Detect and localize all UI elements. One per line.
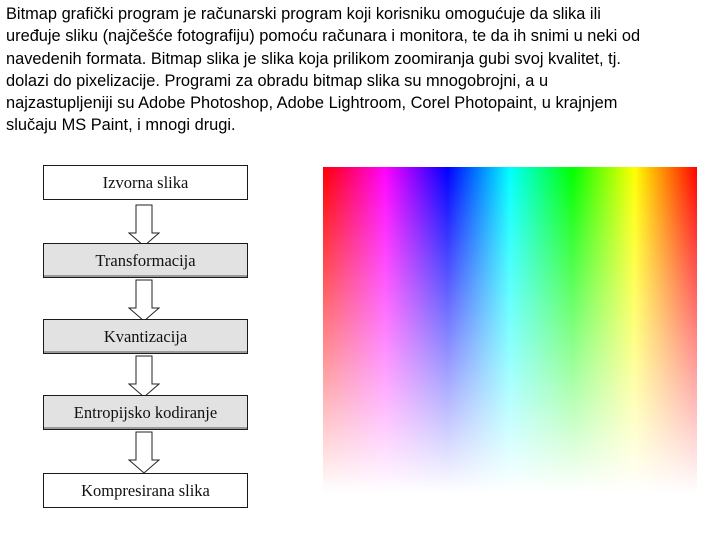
down-arrow-icon — [129, 356, 159, 398]
flow-step-quantization: Kvantizacija — [43, 319, 248, 354]
color-spectrum-image — [323, 167, 697, 493]
paragraph-line: Bitmap grafički program je računarski program koji korisniku omogućuje da slika ili — [6, 5, 601, 23]
paragraph-line: uređuje sliku (najčešće fotografiju) pomoću računara i monitora, te da ih snimi u neki od — [6, 27, 641, 46]
down-arrow-icon — [129, 205, 159, 247]
paragraph-line: navedenih formata. Bitmap slika je slika koja prilikom zoomiranja gubi svoj kvalitet, tj. — [6, 49, 621, 68]
flow-step-compressed-image: Kompresirana slika — [43, 473, 248, 508]
paragraph-line: slučaju MS Paint, i mnogi drugi. — [6, 116, 236, 135]
flow-step-transformation: Transformacija — [43, 243, 248, 278]
paragraph-line: dolazi do pixelizacije. Programi za obradu bitmap slika su mnogobrojni, a u — [6, 71, 549, 90]
paragraph-line: najzastupljeniji su Adobe Photoshop, Adobe Lightroom, Corel Photopaint, u krajnjem — [6, 94, 618, 113]
compression-flowchart — [38, 163, 256, 515]
flow-step-entropy-coding: Entropijsko kodiranje — [43, 395, 248, 430]
article-paragraph — [6, 3, 718, 137]
flow-step-source-image: Izvorna slika — [43, 165, 248, 200]
down-arrow-icon — [129, 432, 159, 474]
down-arrow-icon — [129, 280, 159, 322]
